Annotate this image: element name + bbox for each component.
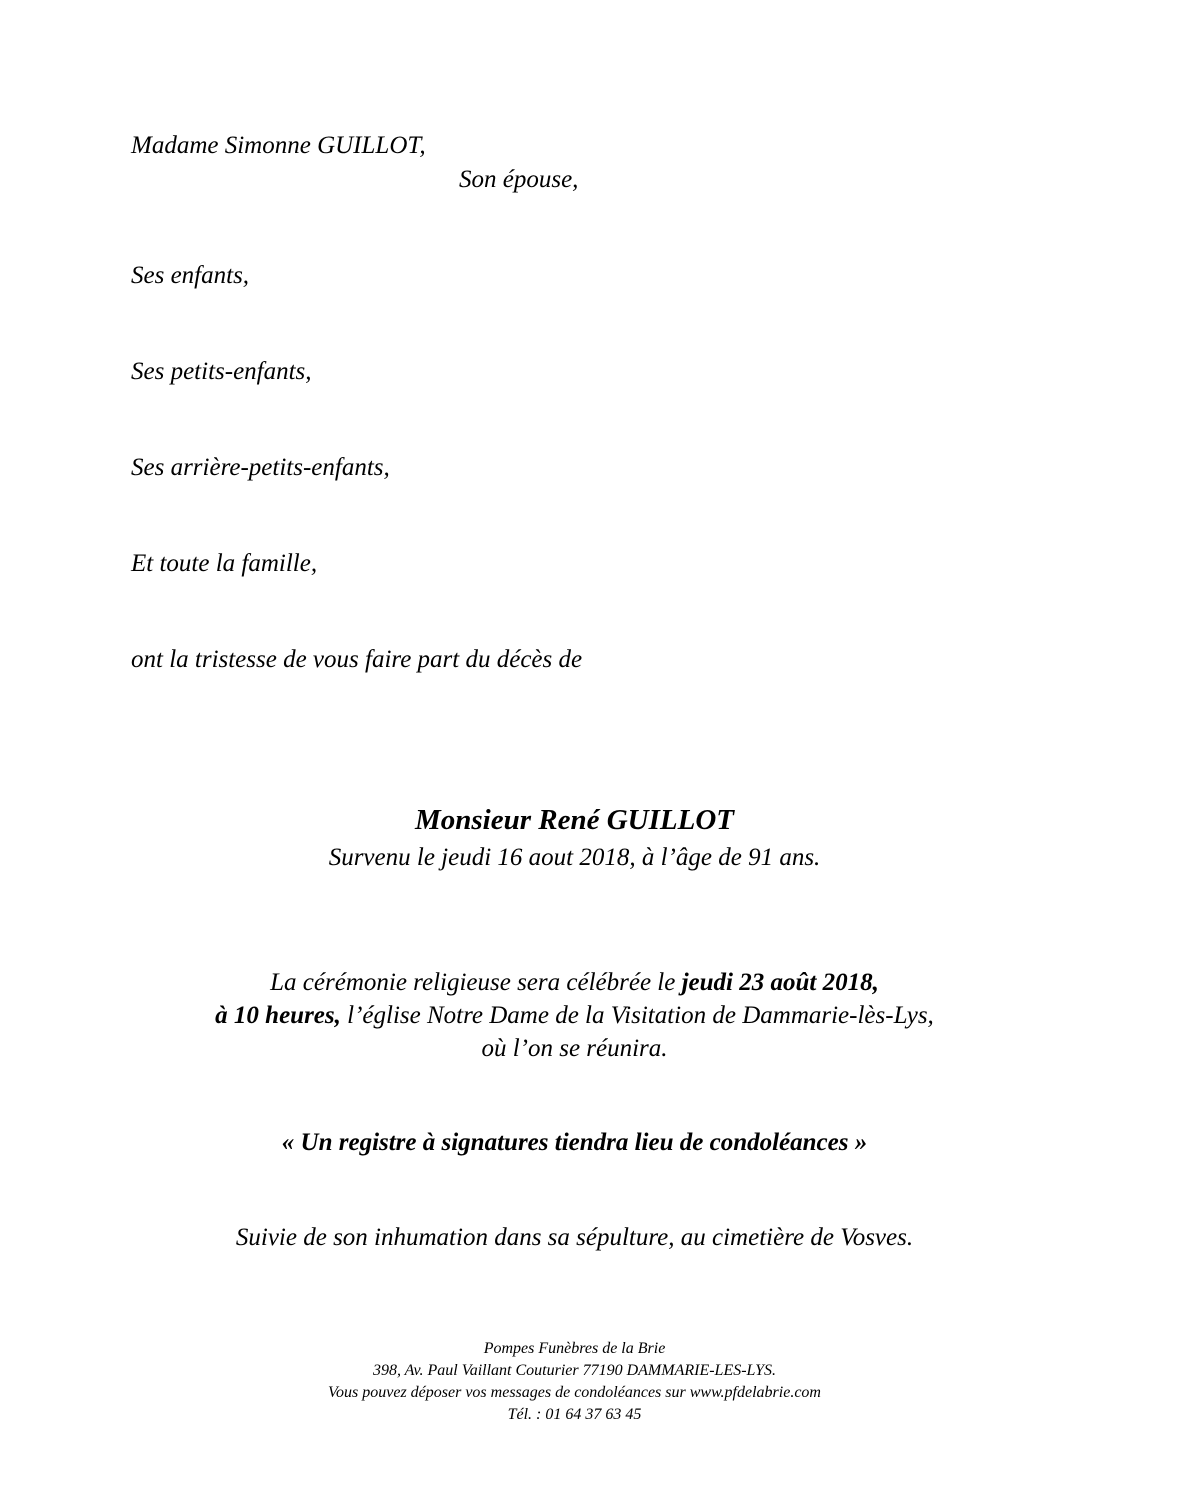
deceased-details: Survenu le jeudi 16 aout 2018, à l’âge de 91 ans. — [328, 844, 821, 871]
footer-phone: Tél. : 01 64 37 63 45 — [507, 1406, 642, 1423]
ceremony-line-1-text: La cérémonie religieuse sera célébrée le — [270, 969, 682, 996]
registry-note: « Un registre à signatures tiendra lieu de condoléances » — [281, 1129, 868, 1156]
ceremony-date: jeudi 23 août 2018, — [681, 969, 879, 996]
burial-line: Suivie de son inhumation dans sa sépulture, au cimetière de Vosves. — [235, 1224, 914, 1251]
footer-message: Vous pouvez déposer vos messages de condoléances sur www.pfdelabrie.com — [328, 1384, 821, 1401]
footer-address: 398, Av. Paul Vaillant Couturier 77190 DAMMARIE-LES-LYS. — [372, 1362, 777, 1379]
spouse-role: Son épouse, — [459, 166, 579, 193]
ceremony-line-3: où l’on se réunira. — [481, 1035, 668, 1062]
grandchildren-line: Ses petits-enfants, — [131, 358, 312, 385]
ceremony-line-2 — [0, 1003, 1149, 1028]
great-grandchildren-line: Ses arrière-petits-enfants, — [131, 454, 390, 481]
whole-family-line: Et toute la famille, — [131, 550, 318, 577]
announcement-line: ont la tristesse de vous faire part du décès de — [131, 646, 583, 673]
children-line: Ses enfants, — [131, 262, 250, 289]
deceased-name: Monsieur René GUILLOT — [414, 804, 734, 836]
ceremony-time: à 10 heures, — [215, 1002, 341, 1029]
footer-company: Pompes Funèbres de la Brie — [483, 1340, 666, 1357]
spouse-name: Madame Simonne GUILLOT, — [131, 132, 426, 159]
ceremony-line-1 — [0, 970, 1149, 995]
ceremony-location: l’église Notre Dame de la Visitation de Dammarie-lès-Lys, — [340, 1002, 934, 1029]
